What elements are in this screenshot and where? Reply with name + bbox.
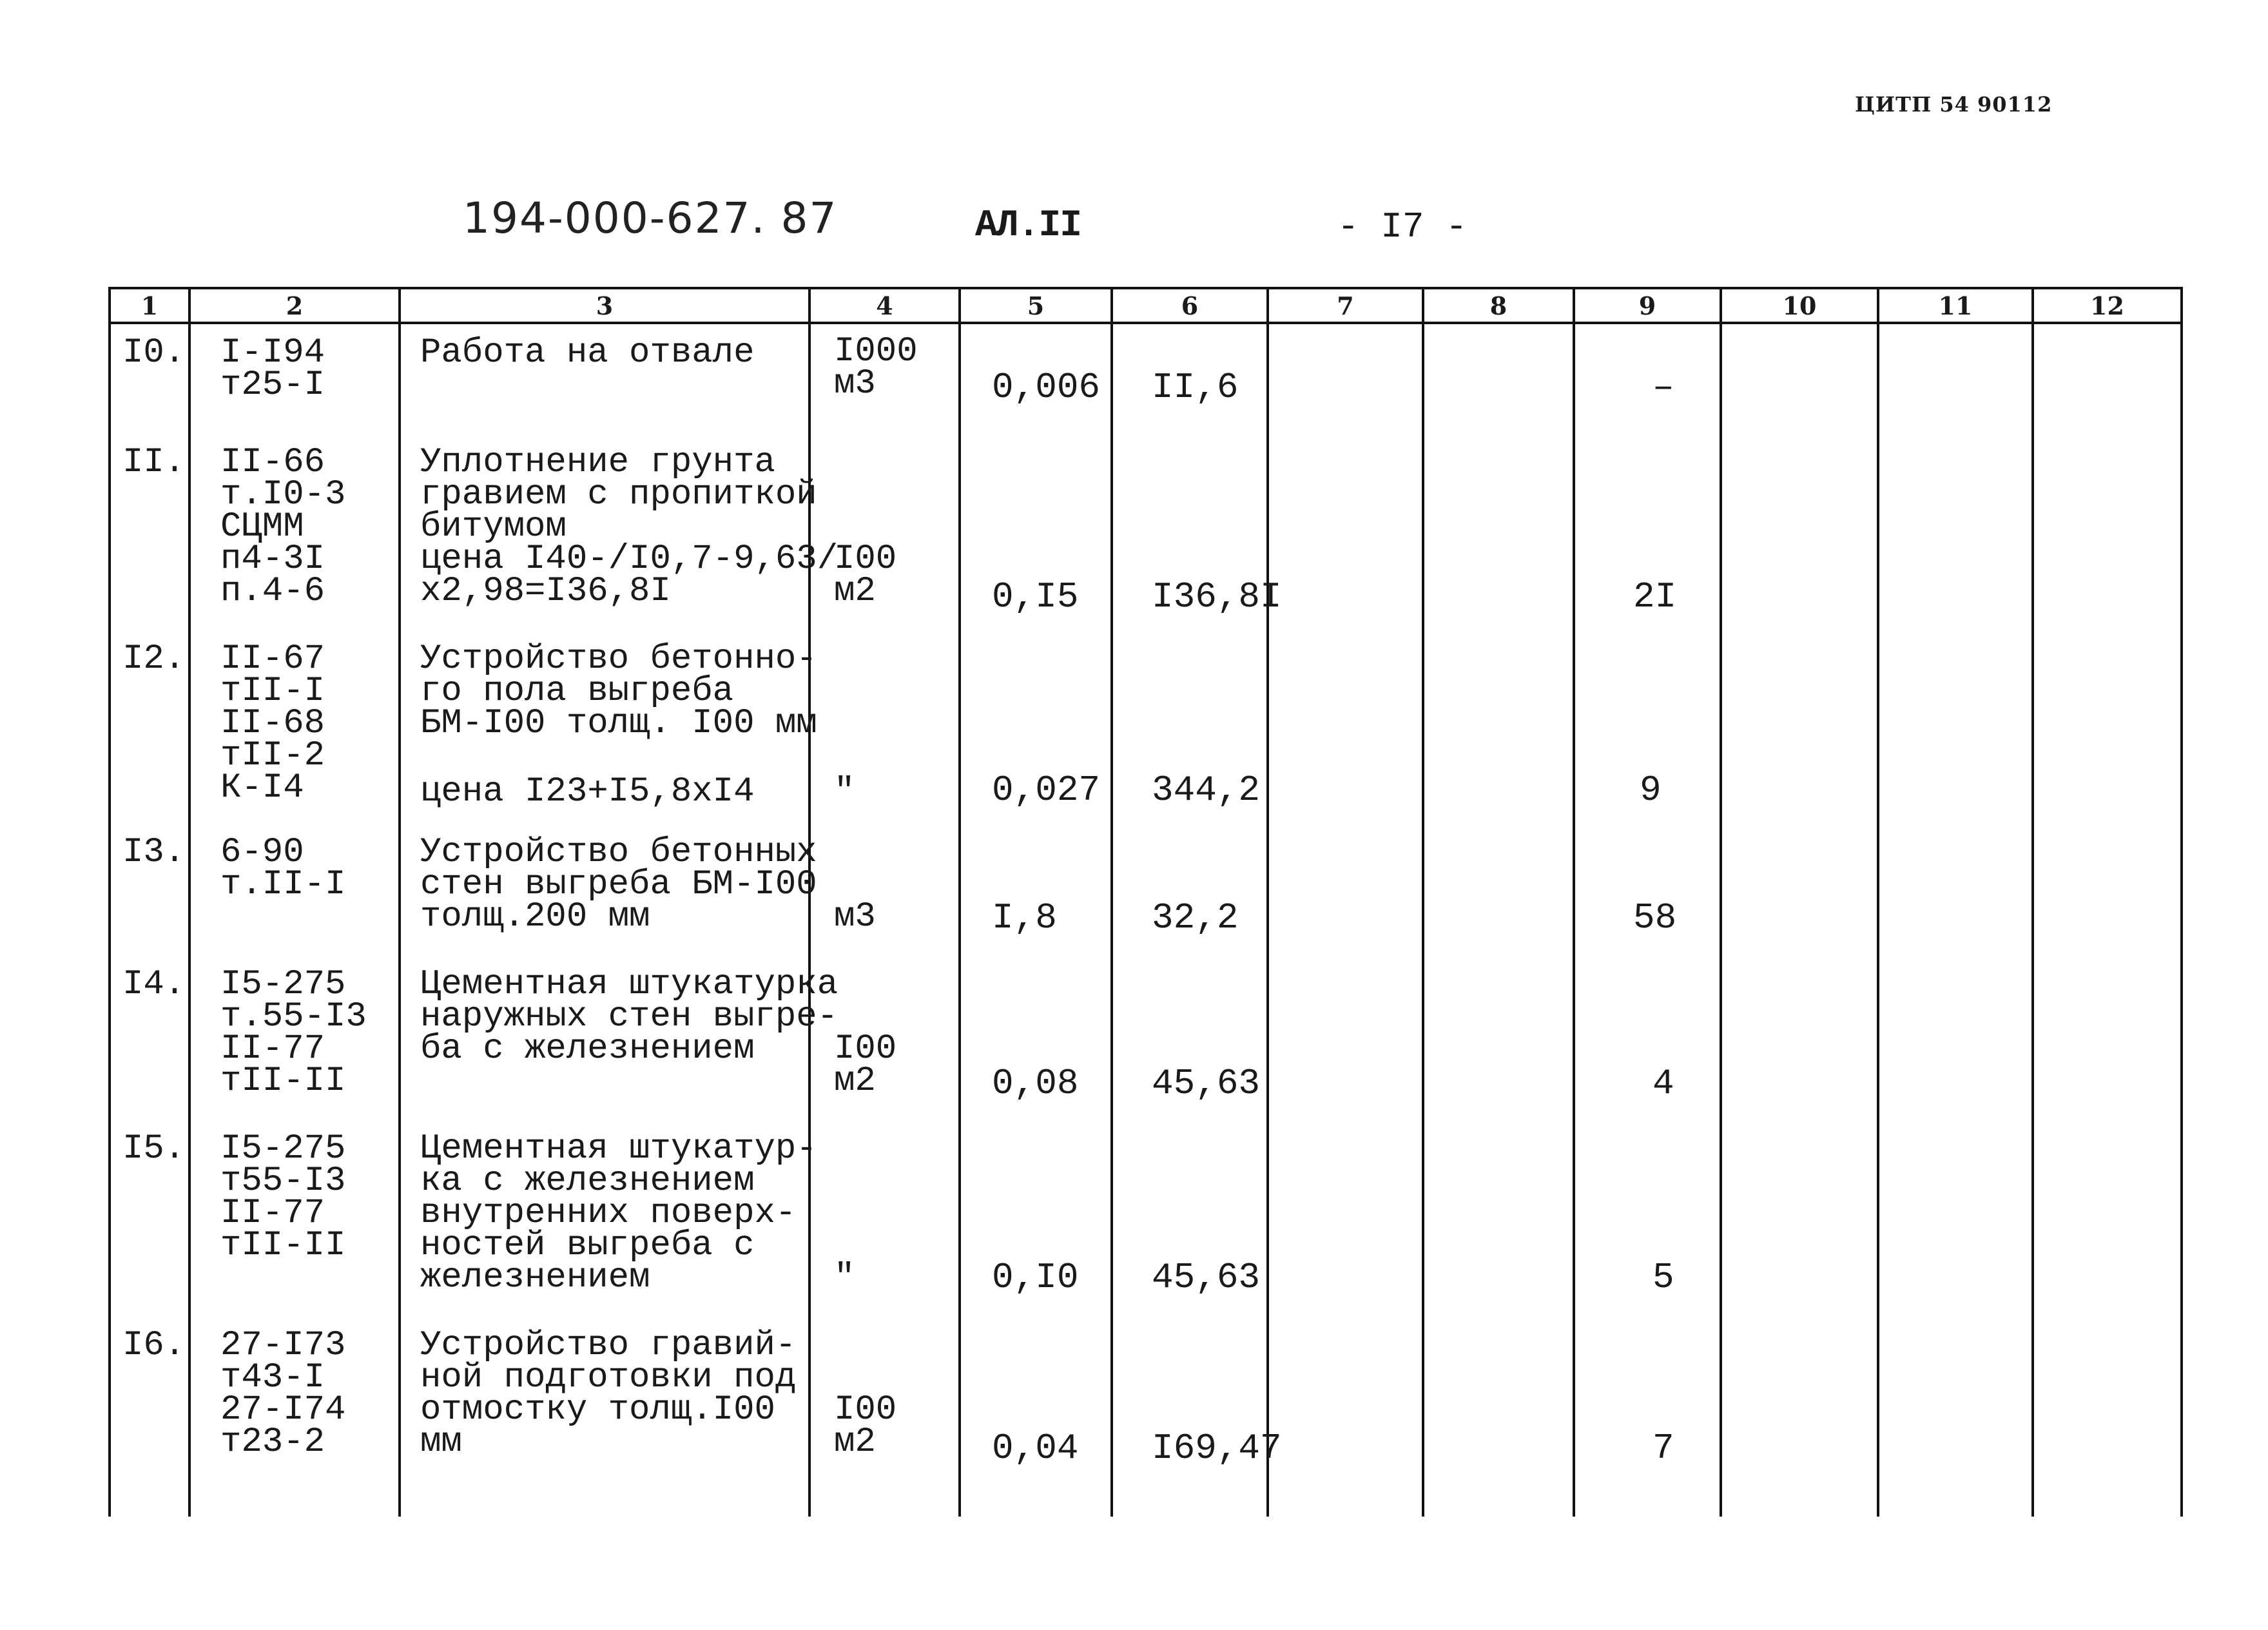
work-description: Цементная штукатурка наружных стен выгре- ба с железнением bbox=[420, 965, 838, 1069]
column-header-row bbox=[110, 288, 2182, 323]
quantity: 0,08 bbox=[992, 1063, 1079, 1104]
row-index: I2. bbox=[122, 639, 186, 679]
norm-code: II-67 тII-I II-68 тII-2 К-I4 bbox=[220, 639, 325, 808]
unit: I00 м2 bbox=[834, 539, 897, 611]
column-header: 6 bbox=[1112, 288, 1268, 323]
table-row bbox=[110, 630, 2182, 824]
column-header: 8 bbox=[1423, 288, 1574, 323]
column-header: 5 bbox=[960, 288, 1112, 323]
column-header: 11 bbox=[1878, 288, 2033, 323]
unit: I00 м2 bbox=[834, 1029, 897, 1101]
unit-price: 45,63 bbox=[1152, 1063, 1261, 1104]
work-description: Работа на отвале bbox=[420, 333, 755, 373]
column-header: 7 bbox=[1268, 288, 1423, 323]
norm-code: I5-275 т55-I3 II-77 тII-II bbox=[220, 1129, 346, 1265]
page-number: - I7 - bbox=[1337, 206, 1468, 247]
row-index: I4. bbox=[122, 965, 186, 1004]
row-index: I5. bbox=[122, 1129, 186, 1169]
unit-price: 45,63 bbox=[1152, 1257, 1261, 1298]
unit: I000 м3 bbox=[834, 332, 918, 403]
quantity: 0,I5 bbox=[992, 576, 1079, 617]
document-stamp: ЦИТП 54 90112 bbox=[1855, 92, 2053, 117]
quantity: 0,027 bbox=[992, 770, 1101, 811]
norm-code: I-I94 т25-I bbox=[220, 333, 325, 405]
column-9-value: – bbox=[1653, 367, 1674, 408]
unit-price: II,6 bbox=[1152, 367, 1239, 408]
work-description: Устройство гравий- ной подготовки под отмостку толщ.I00 мм bbox=[420, 1326, 797, 1462]
column-header: 10 bbox=[1721, 288, 1878, 323]
table-row bbox=[110, 1120, 2182, 1317]
quantity: 0,I0 bbox=[992, 1257, 1079, 1298]
unit: " bbox=[834, 772, 855, 811]
unit-price: I36,8I bbox=[1152, 576, 1282, 617]
norm-code: I5-275 т.55-I3 II-77 тII-II bbox=[220, 965, 367, 1101]
work-description: Цементная штукатур- ка с железнением внутренних поверх- ностей выгреба с железнением bbox=[420, 1129, 817, 1297]
quantity: 0,04 bbox=[992, 1428, 1079, 1469]
column-9-value: 7 bbox=[1653, 1428, 1674, 1469]
table-row bbox=[110, 434, 2182, 630]
table-row bbox=[110, 824, 2182, 956]
quantity: I,8 bbox=[992, 897, 1057, 938]
quantity: 0,006 bbox=[992, 367, 1101, 408]
price-formula: цена I23+I5,8хI4 bbox=[420, 772, 755, 811]
unit-price: 32,2 bbox=[1152, 897, 1239, 938]
unit: " bbox=[834, 1258, 855, 1297]
norm-code: 27-I73 т43-I 27-I74 т23-2 bbox=[220, 1326, 346, 1462]
column-header: 9 bbox=[1574, 288, 1721, 323]
column-header: 4 bbox=[809, 288, 960, 323]
row-index: I3. bbox=[122, 833, 186, 872]
estimate-table bbox=[108, 287, 2183, 1517]
document-number: 194-000-627. 87 bbox=[463, 193, 838, 243]
norm-code: II-66 т.I0-3 СЦММ п4-3I п.4-6 bbox=[220, 443, 346, 611]
table-row bbox=[110, 1317, 2182, 1517]
row-index: I0. bbox=[122, 333, 186, 373]
column-9-value: 5 bbox=[1653, 1257, 1674, 1298]
table-row bbox=[110, 956, 2182, 1120]
unit: м3 bbox=[834, 897, 876, 936]
work-description: Устройство бетонных стен выгреба БМ-I00 толщ.200 мм bbox=[420, 833, 817, 936]
column-9-value: 9 bbox=[1640, 770, 1662, 811]
column-header: 12 bbox=[2033, 288, 2182, 323]
sheet-label: АЛ.II bbox=[975, 205, 1081, 247]
work-description: Устройство бетонно- го пола выгреба БМ-I00 толщ. I00 мм bbox=[420, 639, 817, 743]
column-9-value: 58 bbox=[1633, 897, 1677, 938]
column-header: 1 bbox=[110, 288, 189, 323]
row-index: I6. bbox=[122, 1326, 186, 1365]
column-header: 2 bbox=[189, 288, 400, 323]
unit-price: I69,47 bbox=[1152, 1428, 1282, 1469]
row-index: II. bbox=[122, 443, 186, 482]
unit: I00 м2 bbox=[834, 1390, 897, 1462]
column-header: 3 bbox=[400, 288, 809, 323]
norm-code: 6-90 т.II-I bbox=[220, 833, 346, 904]
unit-price: 344,2 bbox=[1152, 770, 1261, 811]
column-9-value: 4 bbox=[1653, 1063, 1674, 1104]
work-description: Уплотнение грунта гравием с пропиткой битумом цена I40-/I0,7-9,63/ х2,98=I36,8I bbox=[420, 443, 838, 611]
column-9-value: 2I bbox=[1633, 576, 1677, 617]
table-row bbox=[110, 323, 2182, 434]
